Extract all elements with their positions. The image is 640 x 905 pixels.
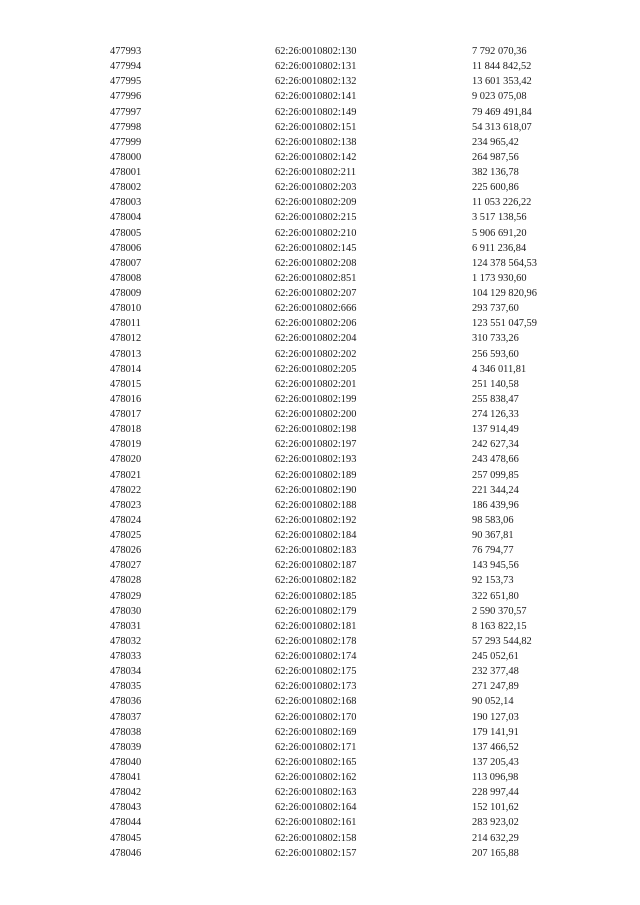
cadastral-value: 225 600,86: [472, 182, 519, 194]
table-row: [0, 256, 640, 271]
table-row: [0, 800, 640, 815]
table-row: [0, 407, 640, 422]
cadastral-value: 2 590 370,57: [472, 605, 527, 617]
row-number: 478006: [110, 242, 142, 254]
cadastral-value: 152 101,62: [472, 802, 519, 814]
table-row: [0, 468, 640, 483]
cadastral-number: 62:26:0010802:188: [275, 499, 357, 511]
row-number: 477998: [110, 121, 142, 133]
cadastral-value: 11 844 842,52: [472, 61, 532, 73]
cadastral-value: 283 923,02: [472, 817, 519, 829]
row-number: 478026: [110, 545, 142, 557]
cadastral-number: 62:26:0010802:162: [275, 772, 357, 783]
cadastral-number: 62:26:0010802:163: [275, 787, 357, 799]
row-number: 478042: [110, 787, 142, 799]
row-number: 478015: [110, 378, 142, 390]
cadastral-value: 255 838,47: [472, 393, 519, 405]
cadastral-value: 207 165,88: [472, 847, 519, 859]
table-row: [0, 135, 640, 150]
cadastral-value: 137 205,43: [472, 756, 519, 768]
cadastral-number: 62:26:0010802:164: [275, 802, 357, 814]
row-number: 478010: [110, 303, 142, 315]
row-number: 478045: [110, 832, 142, 844]
cadastral-value: 234 965,42: [472, 136, 519, 148]
cadastral-number: 62:26:0010802:210: [275, 227, 357, 239]
table-row: [0, 725, 640, 740]
table-row: [0, 286, 640, 301]
cadastral-number: 62:26:0010802:205: [275, 363, 357, 375]
cadastral-value: 143 945,56: [472, 560, 519, 572]
row-number: 478029: [110, 590, 142, 602]
cadastral-number: 62:26:0010802:170: [275, 711, 357, 723]
table-row: [0, 422, 640, 437]
table-row: [0, 694, 640, 709]
cadastral-number: 62:26:0010802:151: [275, 121, 357, 133]
cadastral-number: 62:26:0010802:192: [275, 514, 357, 526]
cadastral-value: 98 583,06: [472, 514, 514, 526]
table-row: [0, 649, 640, 664]
table-row: [0, 679, 640, 694]
cadastral-value: 104 129 820,96: [472, 288, 537, 299]
row-number: 478044: [110, 817, 142, 829]
table-row: [0, 241, 640, 256]
cadastral-value: 124 378 564,53: [472, 257, 537, 269]
table-row: [0, 59, 640, 74]
row-number: 478017: [110, 409, 142, 420]
cadastral-value: 5 906 691,20: [472, 227, 527, 239]
cadastral-number: 62:26:0010802:202: [275, 348, 357, 360]
cadastral-number: 62:26:0010802:174: [275, 651, 357, 662]
row-number: 478022: [110, 484, 142, 496]
cadastral-number: 62:26:0010802:130: [275, 46, 357, 57]
table-row: [0, 589, 640, 604]
row-number: 478043: [110, 802, 142, 814]
cadastral-value: 264 987,56: [472, 151, 519, 163]
cadastral-value: 190 127,03: [472, 711, 519, 723]
cadastral-number: 62:26:0010802:190: [275, 484, 357, 496]
cadastral-value: 54 313 618,07: [472, 121, 532, 133]
row-number: 478040: [110, 756, 142, 768]
cadastral-number: 62:26:0010802:208: [275, 257, 357, 269]
cadastral-value: 322 651,80: [472, 590, 519, 602]
row-number: 478041: [110, 772, 142, 783]
row-number: 478003: [110, 197, 142, 209]
table-row: [0, 150, 640, 165]
row-number: 478031: [110, 620, 142, 632]
row-number: 478028: [110, 575, 142, 587]
cadastral-number: 62:26:0010802:171: [275, 741, 357, 753]
cadastral-value: 1 173 930,60: [472, 272, 527, 284]
cadastral-value: 310 733,26: [472, 333, 519, 345]
row-number: 478034: [110, 666, 142, 678]
row-number: 478024: [110, 514, 142, 526]
cadastral-number: 62:26:0010802:197: [275, 439, 357, 451]
cadastral-number: 62:26:0010802:193: [275, 454, 357, 466]
row-number: 478037: [110, 711, 142, 723]
table-row: [0, 634, 640, 649]
table-row: [0, 210, 640, 225]
cadastral-number: 62:26:0010802:179: [275, 605, 357, 617]
row-number: 477994: [110, 61, 142, 73]
row-number: 478019: [110, 439, 142, 451]
row-number: 478036: [110, 696, 142, 708]
cadastral-value: 232 377,48: [472, 666, 519, 678]
cadastral-value: 293 737,60: [472, 303, 519, 315]
cadastral-number: 62:26:0010802:209: [275, 197, 357, 209]
row-number: 478004: [110, 212, 142, 224]
table-row: [0, 785, 640, 800]
cadastral-number: 62:26:0010802:138: [275, 136, 357, 148]
table-row: [0, 710, 640, 725]
table-row: [0, 831, 640, 846]
table-row: [0, 195, 640, 210]
cadastral-number: 62:26:0010802:141: [275, 91, 357, 103]
cadastral-number: 62:26:0010802:183: [275, 545, 357, 557]
cadastral-number: 62:26:0010802:142: [275, 151, 357, 163]
cadastral-value: 228 997,44: [472, 787, 519, 799]
row-number: 478046: [110, 847, 142, 859]
table-row: [0, 498, 640, 513]
row-number: 478008: [110, 272, 142, 284]
row-number: 478038: [110, 726, 142, 738]
cadastral-number: 62:26:0010802:132: [275, 76, 357, 88]
row-number: 478018: [110, 424, 142, 436]
cadastral-number: 62:26:0010802:168: [275, 696, 357, 708]
row-number: 478039: [110, 741, 142, 753]
table-row: [0, 105, 640, 120]
row-number: 478014: [110, 363, 142, 375]
row-number: 478025: [110, 530, 142, 541]
cadastral-value: 137 914,49: [472, 424, 519, 436]
row-number: 477999: [110, 136, 142, 148]
table-row: [0, 755, 640, 770]
cadastral-value: 137 466,52: [472, 741, 519, 753]
table-row: [0, 362, 640, 377]
cadastral-number: 62:26:0010802:851: [275, 272, 357, 284]
table-row: [0, 180, 640, 195]
table-row: [0, 604, 640, 619]
cadastral-value: 90 367,81: [472, 530, 514, 541]
cadastral-number: 62:26:0010802:201: [275, 378, 357, 390]
table-row: [0, 740, 640, 755]
table-row: [0, 301, 640, 316]
row-number: 478013: [110, 348, 142, 360]
cadastral-number: 62:26:0010802:157: [275, 847, 357, 859]
cadastral-number: 62:26:0010802:145: [275, 242, 357, 254]
table-row: [0, 815, 640, 830]
row-number: 478000: [110, 151, 142, 163]
row-number: 478035: [110, 681, 142, 693]
table-row: [0, 392, 640, 407]
cadastral-number: 62:26:0010802:184: [275, 530, 357, 541]
cadastral-number: 62:26:0010802:200: [275, 409, 357, 420]
table-row: [0, 347, 640, 362]
cadastral-value: 186 439,96: [472, 499, 519, 511]
cadastral-value: 256 593,60: [472, 348, 519, 360]
cadastral-value: 221 344,24: [472, 484, 519, 496]
cadastral-number: 62:26:0010802:185: [275, 590, 357, 602]
cadastral-number: 62:26:0010802:204: [275, 333, 357, 345]
table-row: [0, 846, 640, 861]
row-number: 478021: [110, 469, 142, 481]
cadastral-value: 123 551 047,59: [472, 318, 537, 330]
cadastral-value: 9 023 075,08: [472, 91, 527, 103]
row-number: 478033: [110, 651, 142, 662]
cadastral-value: 7 792 070,36: [472, 46, 527, 57]
cadastral-value: 271 247,89: [472, 681, 519, 693]
table-row: [0, 619, 640, 634]
cadastral-number: 62:26:0010802:187: [275, 560, 357, 572]
table-row: [0, 528, 640, 543]
table-row: [0, 513, 640, 528]
cadastral-value: 3 517 138,56: [472, 212, 527, 224]
table-row: [0, 770, 640, 785]
table-row: [0, 573, 640, 588]
cadastral-value: 57 293 544,82: [472, 635, 532, 647]
cadastral-number: 62:26:0010802:189: [275, 469, 357, 481]
table-row: [0, 437, 640, 452]
cadastral-number: 62:26:0010802:175: [275, 666, 357, 678]
table-row: [0, 543, 640, 558]
cadastral-number: 62:26:0010802:149: [275, 106, 357, 118]
row-number: 478001: [110, 167, 142, 178]
row-number: 478007: [110, 257, 142, 269]
cadastral-value: 382 136,78: [472, 167, 519, 178]
cadastral-number: 62:26:0010802:206: [275, 318, 357, 330]
row-number: 478020: [110, 454, 142, 466]
cadastral-value: 243 478,66: [472, 454, 519, 466]
cadastral-number: 62:26:0010802:131: [275, 61, 357, 73]
cadastral-value: 179 141,91: [472, 726, 519, 738]
cadastral-value: 251 140,58: [472, 378, 519, 390]
cadastral-number: 62:26:0010802:161: [275, 817, 357, 829]
cadastral-number: 62:26:0010802:182: [275, 575, 357, 587]
cadastral-value: 13 601 353,42: [472, 76, 532, 88]
cadastral-value: 257 099,85: [472, 469, 519, 481]
table-row: [0, 377, 640, 392]
row-number: 477996: [110, 91, 142, 103]
table-row: [0, 664, 640, 679]
row-number: 478032: [110, 635, 142, 647]
cadastral-number: 62:26:0010802:199: [275, 393, 357, 405]
cadastral-value: 4 346 011,81: [472, 363, 527, 375]
cadastral-number: 62:26:0010802:203: [275, 182, 357, 194]
cadastral-value: 113 096,98: [472, 772, 519, 783]
table-row: [0, 89, 640, 104]
cadastral-value: 242 627,34: [472, 439, 519, 451]
cadastral-number: 62:26:0010802:207: [275, 288, 357, 299]
row-number: 478002: [110, 182, 142, 194]
row-number: 478023: [110, 499, 142, 511]
cadastral-number: 62:26:0010802:198: [275, 424, 357, 436]
cadastral-number: 62:26:0010802:169: [275, 726, 357, 738]
row-number: 478005: [110, 227, 142, 239]
cadastral-number: 62:26:0010802:178: [275, 635, 357, 647]
table-row: [0, 483, 640, 498]
cadastral-value-table: [0, 44, 640, 861]
row-number: 477995: [110, 76, 142, 88]
cadastral-value: 8 163 822,15: [472, 620, 527, 632]
row-number: 478009: [110, 288, 142, 299]
row-number: 478012: [110, 333, 142, 345]
cadastral-value: 11 053 226,22: [472, 197, 532, 209]
table-row: [0, 165, 640, 180]
table-row: [0, 316, 640, 331]
row-number: 478011: [110, 318, 141, 330]
cadastral-number: 62:26:0010802:666: [275, 303, 357, 315]
cadastral-value: 274 126,33: [472, 409, 519, 420]
row-number: 478027: [110, 560, 142, 572]
cadastral-number: 62:26:0010802:165: [275, 756, 357, 768]
cadastral-number: 62:26:0010802:158: [275, 832, 357, 844]
table-row: [0, 226, 640, 241]
table-row: [0, 558, 640, 573]
cadastral-value: 6 911 236,84: [472, 242, 527, 254]
cadastral-number: 62:26:0010802:211: [275, 167, 357, 178]
cadastral-value: 79 469 491,84: [472, 106, 532, 118]
cadastral-number: 62:26:0010802:181: [275, 620, 357, 632]
table-row: [0, 120, 640, 135]
cadastral-value: 214 632,29: [472, 832, 519, 844]
row-number: 478030: [110, 605, 142, 617]
table-row: [0, 331, 640, 346]
table-row: [0, 44, 640, 59]
table-row: [0, 271, 640, 286]
cadastral-number: 62:26:0010802:173: [275, 681, 357, 693]
cadastral-value: 92 153,73: [472, 575, 514, 587]
table-row: [0, 74, 640, 89]
cadastral-value: 76 794,77: [472, 545, 514, 557]
row-number: 477993: [110, 46, 142, 57]
cadastral-number: 62:26:0010802:215: [275, 212, 357, 224]
cadastral-value: 245 052,61: [472, 651, 519, 662]
row-number: 478016: [110, 393, 142, 405]
cadastral-value: 90 052,14: [472, 696, 514, 708]
table-row: [0, 452, 640, 467]
row-number: 477997: [110, 106, 142, 118]
